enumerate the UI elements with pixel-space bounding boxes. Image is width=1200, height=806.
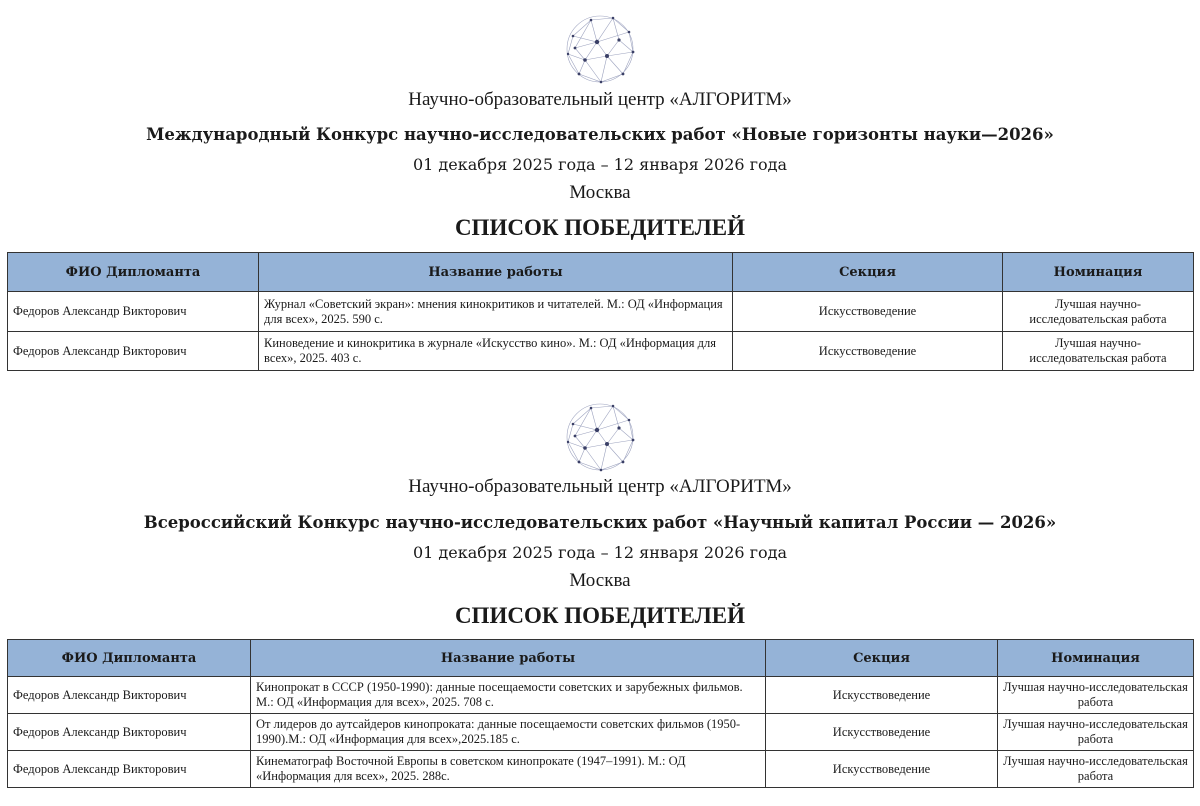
- organization-name: Научно-образовательный центр «АЛГОРИТМ»: [408, 476, 792, 497]
- work-title: Кинематограф Восточной Европы в советском кинопрокате (1947–1991). М.: ОД «Информация для всех», 2025. 288с.: [251, 751, 766, 788]
- winners-table: [7, 639, 1194, 788]
- contest-city: Москва: [569, 570, 631, 591]
- table-header-row: [8, 640, 1194, 677]
- work-nomination: Лучшая научно-исследовательская работа: [998, 751, 1194, 788]
- work-section: Искусствоведение: [733, 332, 1003, 371]
- column-header-section: Секция: [733, 253, 1003, 292]
- column-header-name: ФИО Дипломанта: [8, 640, 251, 677]
- contest-dates: 01 декабря 2025 года – 12 января 2026 года: [412, 543, 788, 562]
- organization-name: Научно-образовательный центр «АЛГОРИТМ»: [408, 89, 792, 110]
- work-nomination: Лучшая научно-исследовательская работа: [1003, 292, 1194, 332]
- contest-city: Москва: [569, 182, 631, 203]
- table-row: [8, 714, 1194, 751]
- table-row: [8, 677, 1194, 714]
- winner-name: Федоров Александр Викторович: [8, 292, 259, 332]
- work-section: Искусствоведение: [733, 292, 1003, 332]
- column-header-nomination: Номинация: [1003, 253, 1194, 292]
- work-nomination: Лучшая научно-исследовательская работа: [998, 677, 1194, 714]
- winner-name: Федоров Александр Викторович: [8, 677, 251, 714]
- work-section: Искусствоведение: [766, 751, 998, 788]
- column-header-title: Название работы: [251, 640, 766, 677]
- winner-name: Федоров Александр Викторович: [8, 751, 251, 788]
- network-sphere-logo: [563, 400, 637, 474]
- column-header-nomination: Номинация: [998, 640, 1194, 677]
- work-section: Искусствоведение: [766, 677, 998, 714]
- column-header-section: Секция: [766, 640, 998, 677]
- work-title: Кинопрокат в СССР (1950-1990): данные посещаемости советских и зарубежных фильмов. М.: ОД «Информация для всех», 2025. 708 с.: [251, 677, 766, 714]
- winner-name: Федоров Александр Викторович: [8, 332, 259, 371]
- table-row: [8, 751, 1194, 788]
- winners-list-heading: СПИСОК ПОБЕДИТЕЛЕЙ: [454, 603, 746, 628]
- winners-list-heading: СПИСОК ПОБЕДИТЕЛЕЙ: [454, 215, 746, 240]
- work-nomination: Лучшая научно-исследовательская работа: [1003, 332, 1194, 371]
- winner-name: Федоров Александр Викторович: [8, 714, 251, 751]
- work-title: От лидеров до аутсайдеров кинопроката: данные посещаемости советских фильмов (1950-1990).М.: ОД «Информация для всех»,2025.185 с.: [251, 714, 766, 751]
- work-section: Искусствоведение: [766, 714, 998, 751]
- contest-title: Всероссийский Конкурс научно-исследовательских работ «Научный капитал России — 2026»: [143, 513, 1057, 532]
- column-header-title: Название работы: [259, 253, 733, 292]
- contest-dates: 01 декабря 2025 года – 12 января 2026 года: [412, 155, 788, 174]
- column-header-name: ФИО Дипломанта: [8, 253, 259, 292]
- contest-title: Международный Конкурс научно-исследовательских работ «Новые горизонты науки—2026»: [146, 125, 1054, 144]
- work-nomination: Лучшая научно-исследовательская работа: [998, 714, 1194, 751]
- work-title: Киноведение и кинокритика в журнале «Искусство кино». М.: ОД «Информация для всех», 2025. 403 с.: [259, 332, 733, 371]
- work-title: Журнал «Советский экран»: мнения кинокритиков и читателей. М.: ОД «Информация для всех», 2025. 590 с.: [259, 292, 733, 332]
